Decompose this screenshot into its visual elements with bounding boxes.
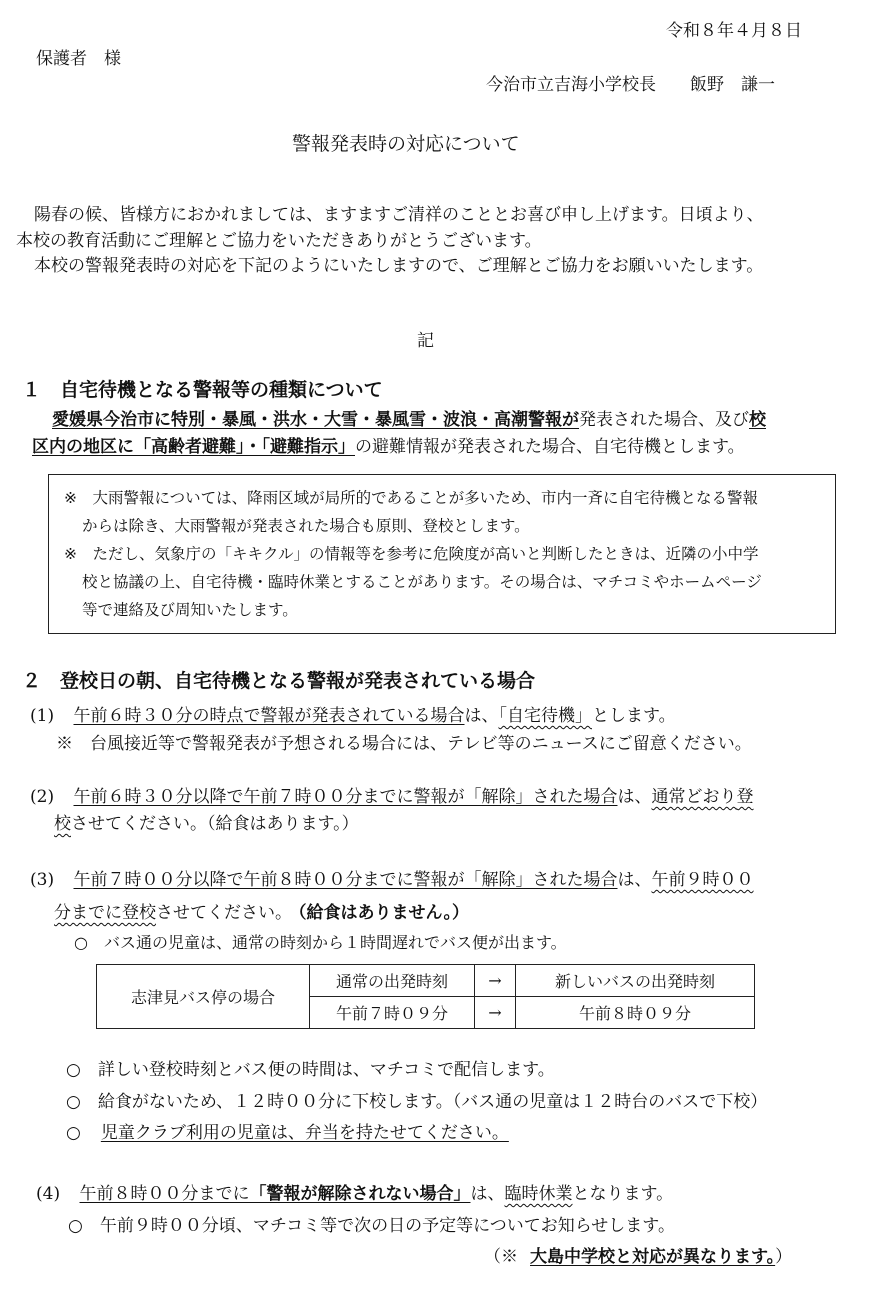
header-new-time: 新しいバスの出発時刻 xyxy=(516,965,755,997)
case4-action: 臨時休業 xyxy=(504,1184,573,1204)
arrow-icon: → xyxy=(475,997,516,1029)
section1-warning-types: 愛媛県今治市に特別・暴風・洪水・大雪・暴風雪・波浪・高潮警報が xyxy=(52,410,579,430)
section2-heading: ２ 登校日の朝、自宅待機となる警報が発表されている場合 xyxy=(22,670,536,692)
arrow-icon: → xyxy=(475,965,516,997)
section1-note-line: ※ 大雨警報については、降雨区域が局所的であることが多いため、市内一斉に自宅待機となる警報 xyxy=(64,489,759,507)
case1-action: 「自宅待機」 xyxy=(498,706,592,726)
section1-note-line: ※ ただし、気象庁の「キキクル」の情報等を参考に危険度が高いと判断したときは、近隣の小中学 xyxy=(64,545,759,563)
case3-line-1: (3) 午前７時００分以降で午前８時００分までに警報が「解除」された場合は、午前９時００ xyxy=(30,870,754,890)
case4-bullet: ○ 午前９時００分頃、マチコミ等で次の日の予定等についてお知らせします。 xyxy=(68,1216,675,1236)
case3-lunch-note: （給食はありません。） xyxy=(298,903,470,923)
case3-action: 午前９時００ xyxy=(651,870,754,890)
intro-line-3: 本校の警報発表時の対応を下記のようにいたしますので、ご理解とご協力をお願いいたします。 xyxy=(34,256,764,276)
section1-note-line: からは除き、大雨警報が発表された場合も原則、登校とします。 xyxy=(82,517,530,535)
case1-number: (1) xyxy=(30,706,55,726)
case4-note: （※ 大島中学校と対応が異なります。） xyxy=(484,1247,793,1267)
case1-condition: 午前６時３０分の時点で警報が発表されている場合 xyxy=(73,706,465,726)
case2-line-2: 校させてください。（給食はあります。） xyxy=(54,814,359,834)
sender: 今治市立吉海小学校長 飯野 謙一 xyxy=(486,75,775,95)
case1-note: ※ 台風接近等で警報発表が予想される場合には、テレビ等のニュースにご留意ください。 xyxy=(56,734,752,754)
page-title: 警報発表時の対応について xyxy=(292,133,520,155)
case1-line: (1) 午前６時３０分の時点で警報が発表されている場合は、「自宅待機」とします。 xyxy=(30,706,676,726)
intro-line-2: 本校の教育活動にご理解とご協力をいただきありがとうございます。 xyxy=(16,231,542,251)
case3-bus-note: ○ バス通の児童は、通常の時刻から１時間遅れでバス便が出ます。 xyxy=(74,933,567,952)
case2-action: 通常どおり xyxy=(651,787,737,807)
case3-bullet: ○ 児童クラブ利用の児童は、弁当を持たせてください。 xyxy=(66,1123,509,1143)
new-time-cell: 午前８時０９分 xyxy=(516,997,755,1029)
case3-bullet: ○ 詳しい登校時刻とバス便の時間は、マチコミで配信します。 xyxy=(66,1060,555,1080)
case2-number: (2) xyxy=(30,787,55,807)
section1-line-1: 愛媛県今治市に特別・暴風・洪水・大雪・暴風雪・波浪・高潮警報が発表された場合、及び校 xyxy=(52,410,766,430)
ki-mark: 記 xyxy=(417,331,434,351)
case3-number: (3) xyxy=(30,870,55,890)
section1-evacuation-info: 区内の地区に「高齢者避難」・「避難指示」 xyxy=(32,437,355,457)
case3-condition: 午前７時００分以降で午前８時００分までに警報が「解除」された場合 xyxy=(73,870,618,890)
case2-condition: 午前６時３０分以降で午前７時００分までに警報が「解除」された場合 xyxy=(73,787,618,807)
intro-line-1: 陽春の候、皆様方におかれましては、ますますご清祥のこととお喜び申し上げます。日頃より、 xyxy=(34,205,764,225)
section1-line-2: 区内の地区に「高齢者避難」・「避難指示」の避難情報が発表された場合、自宅待機とします。 xyxy=(32,437,745,457)
addressee: 保護者 様 xyxy=(36,49,121,69)
document-date: 令和８年４月８日 xyxy=(666,21,802,41)
section1-heading: １ 自宅待機となる警報等の種類について xyxy=(22,379,383,401)
bus-time-table xyxy=(96,964,755,1029)
header-normal-time: 通常の出発時刻 xyxy=(310,965,475,997)
section1-note-line: 校と協議の上、自宅待機・臨時休業とすることがあります。その場合は、マチコミやホームページ xyxy=(82,573,762,591)
case4-condition: 午前８時００分までに xyxy=(79,1184,250,1204)
case4-line: (4) 午前８時００分までに「警報が解除されない場合」は、臨時休業となります。 xyxy=(36,1184,674,1204)
bus-stop-cell: 志津見バス停の場合 xyxy=(97,965,310,1029)
case4-number: (4) xyxy=(36,1184,61,1204)
case2-line-1: (2) 午前６時３０分以降で午前７時００分までに警報が「解除」された場合は、通常どおり登 xyxy=(30,787,754,807)
case3-bullet: ○ 給食がないため、１２時００分に下校します。（バス通の児童は１２時台のバスで下校） xyxy=(66,1092,768,1112)
case3-line-2: 分までに登校させてください。 （給食はありません。） xyxy=(54,903,470,923)
section1-note-line: 等で連絡及び周知いたします。 xyxy=(82,601,298,619)
normal-time-cell: 午前７時０９分 xyxy=(310,997,475,1029)
